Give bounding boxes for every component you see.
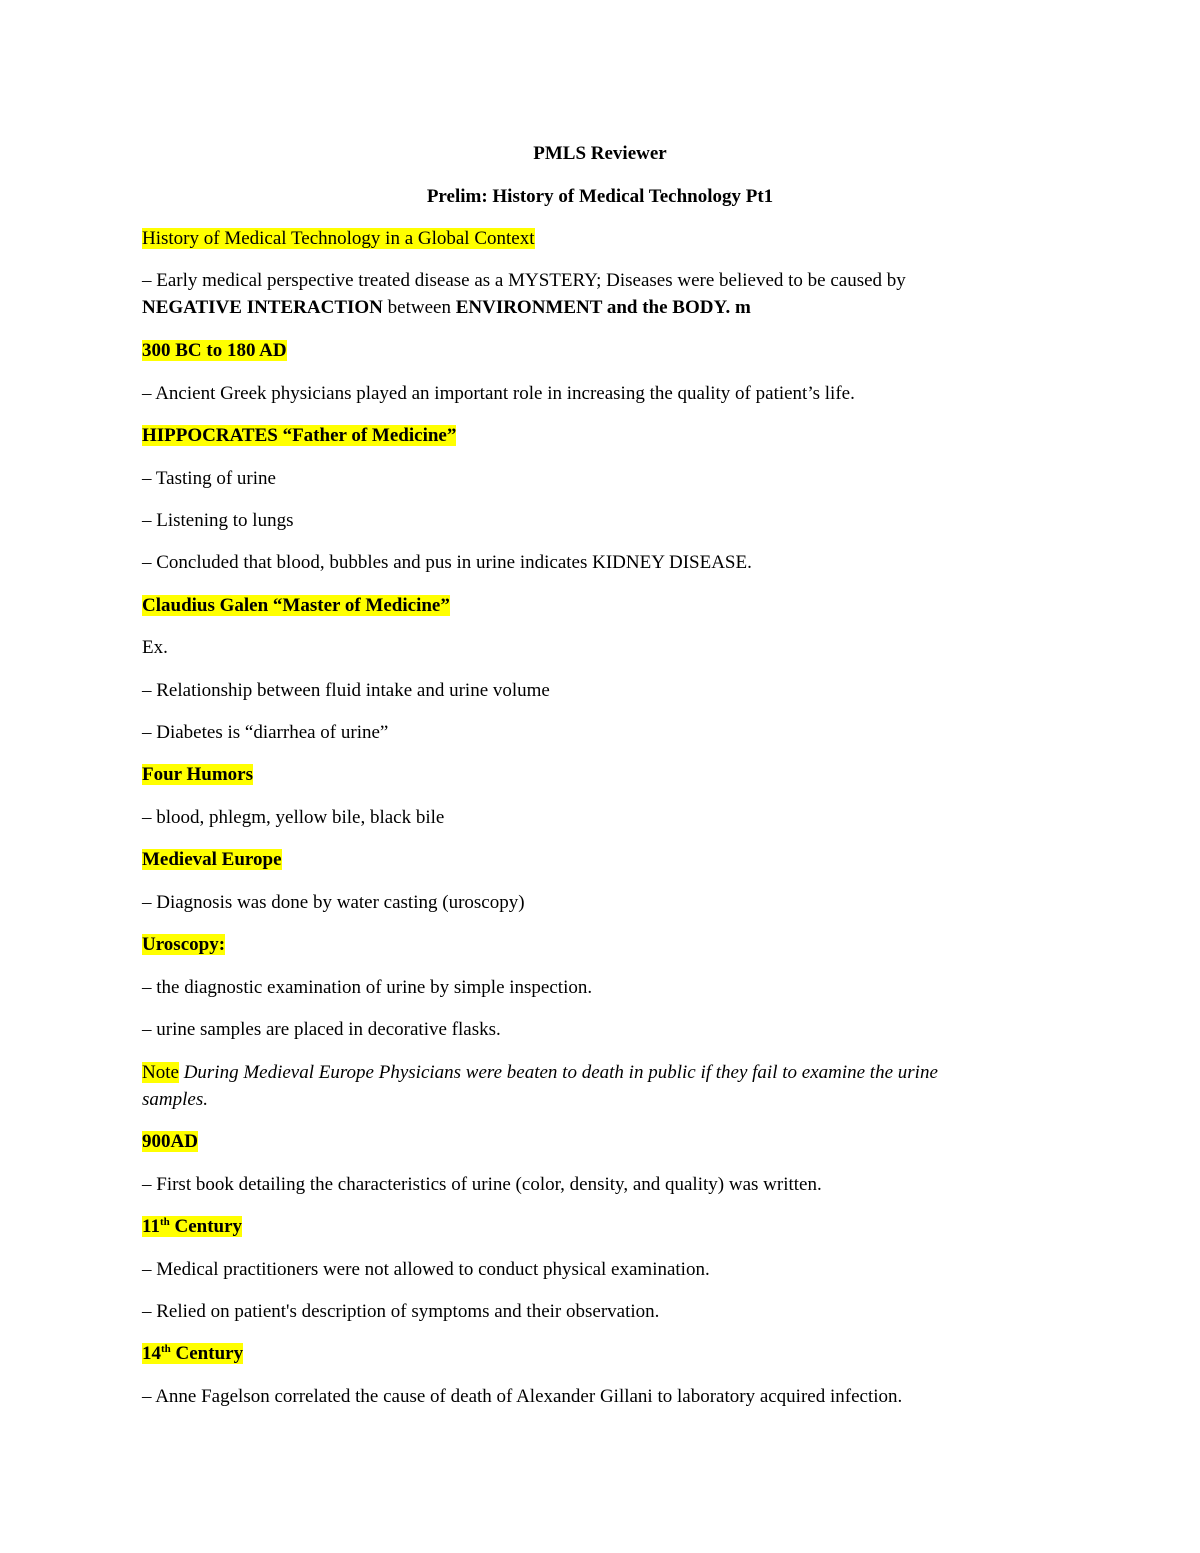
paragraph-line (142, 295, 751, 321)
note-label: Note (142, 1062, 179, 1083)
century-word: Century (169, 1216, 243, 1237)
section-heading-medieval (142, 847, 282, 873)
century-number: 11 (142, 1216, 160, 1237)
section-heading-900ad (142, 1129, 198, 1155)
list-item: – Diabetes is “diarrhea of urine” (142, 722, 389, 743)
plain-phrase: between (382, 297, 456, 318)
highlighted-heading: Uroscopy: (142, 934, 226, 955)
list-item: – Tasting of urine (142, 468, 276, 489)
highlighted-heading (142, 1216, 242, 1237)
highlighted-heading: 900AD (142, 1131, 198, 1152)
list-item: – Relied on patient's description of symptoms and their observation. (142, 1301, 660, 1322)
highlighted-heading: Claudius Galen “Master of Medicine” (142, 595, 450, 616)
list-item: – Medical practitioners were not allowed to conduct physical examination. (142, 1259, 710, 1280)
section-heading-humors (142, 762, 253, 788)
ordinal-suffix: th (161, 1343, 171, 1355)
list-item: – Listening to lungs (142, 510, 294, 531)
note-line (142, 1060, 938, 1086)
paragraph-line: – Diagnosis was done by water casting (uroscopy) (142, 892, 525, 913)
list-item: – Relationship between fluid intake and urine volume (142, 680, 550, 701)
example-label: Ex. (142, 637, 168, 658)
paragraph-line: – blood, phlegm, yellow bile, black bile (142, 807, 445, 828)
section-heading-11th-century (142, 1214, 242, 1240)
paragraph-line: – Ancient Greek physicians played an important role in increasing the quality of patient’s life. (142, 383, 855, 404)
highlighted-heading: 300 BC to 180 AD (142, 340, 287, 361)
list-item: – Concluded that blood, bubbles and pus in urine indicates KIDNEY DISEASE. (142, 552, 752, 573)
section-heading-300bc (142, 338, 287, 364)
bold-phrase: NEGATIVE INTERACTION (142, 297, 383, 318)
paragraph-line: – Early medical perspective treated disease as a MYSTERY; Diseases were believed to be caused by (142, 270, 906, 291)
highlighted-heading: History of Medical Technology in a Global Context (142, 228, 535, 249)
century-number: 14 (142, 1343, 161, 1364)
note-line: samples. (142, 1089, 208, 1110)
paragraph-line: – Anne Fagelson correlated the cause of death of Alexander Gillani to laboratory acquired infection. (142, 1386, 903, 1407)
document-subtitle: Prelim: History of Medical Technology Pt1 (426, 186, 774, 207)
highlighted-heading (142, 1343, 243, 1364)
bold-phrase: ENVIRONMENT and the BODY. m (455, 297, 751, 318)
list-item: – the diagnostic examination of urine by simple inspection. (142, 977, 593, 998)
paragraph-line: – First book detailing the characteristics of urine (color, density, and quality) was written. (142, 1174, 822, 1195)
highlighted-heading: Medieval Europe (142, 849, 282, 870)
ordinal-suffix: th (159, 1216, 170, 1228)
section-heading-14th-century (142, 1341, 243, 1367)
note-text: During Medieval Europe Physicians were beaten to death in public if they fail to examine the urine (178, 1062, 938, 1083)
section-heading-global (142, 226, 535, 252)
highlighted-heading: Four Humors (142, 764, 254, 785)
document-title: PMLS Reviewer (533, 143, 667, 164)
section-heading-uroscopy (142, 932, 225, 958)
section-heading-galen (142, 593, 450, 619)
list-item: – urine samples are placed in decorative flasks. (142, 1019, 501, 1040)
highlighted-heading: HIPPOCRATES “Father of Medicine” (142, 425, 457, 446)
section-heading-hippocrates (142, 423, 456, 449)
century-word: Century (170, 1343, 244, 1364)
